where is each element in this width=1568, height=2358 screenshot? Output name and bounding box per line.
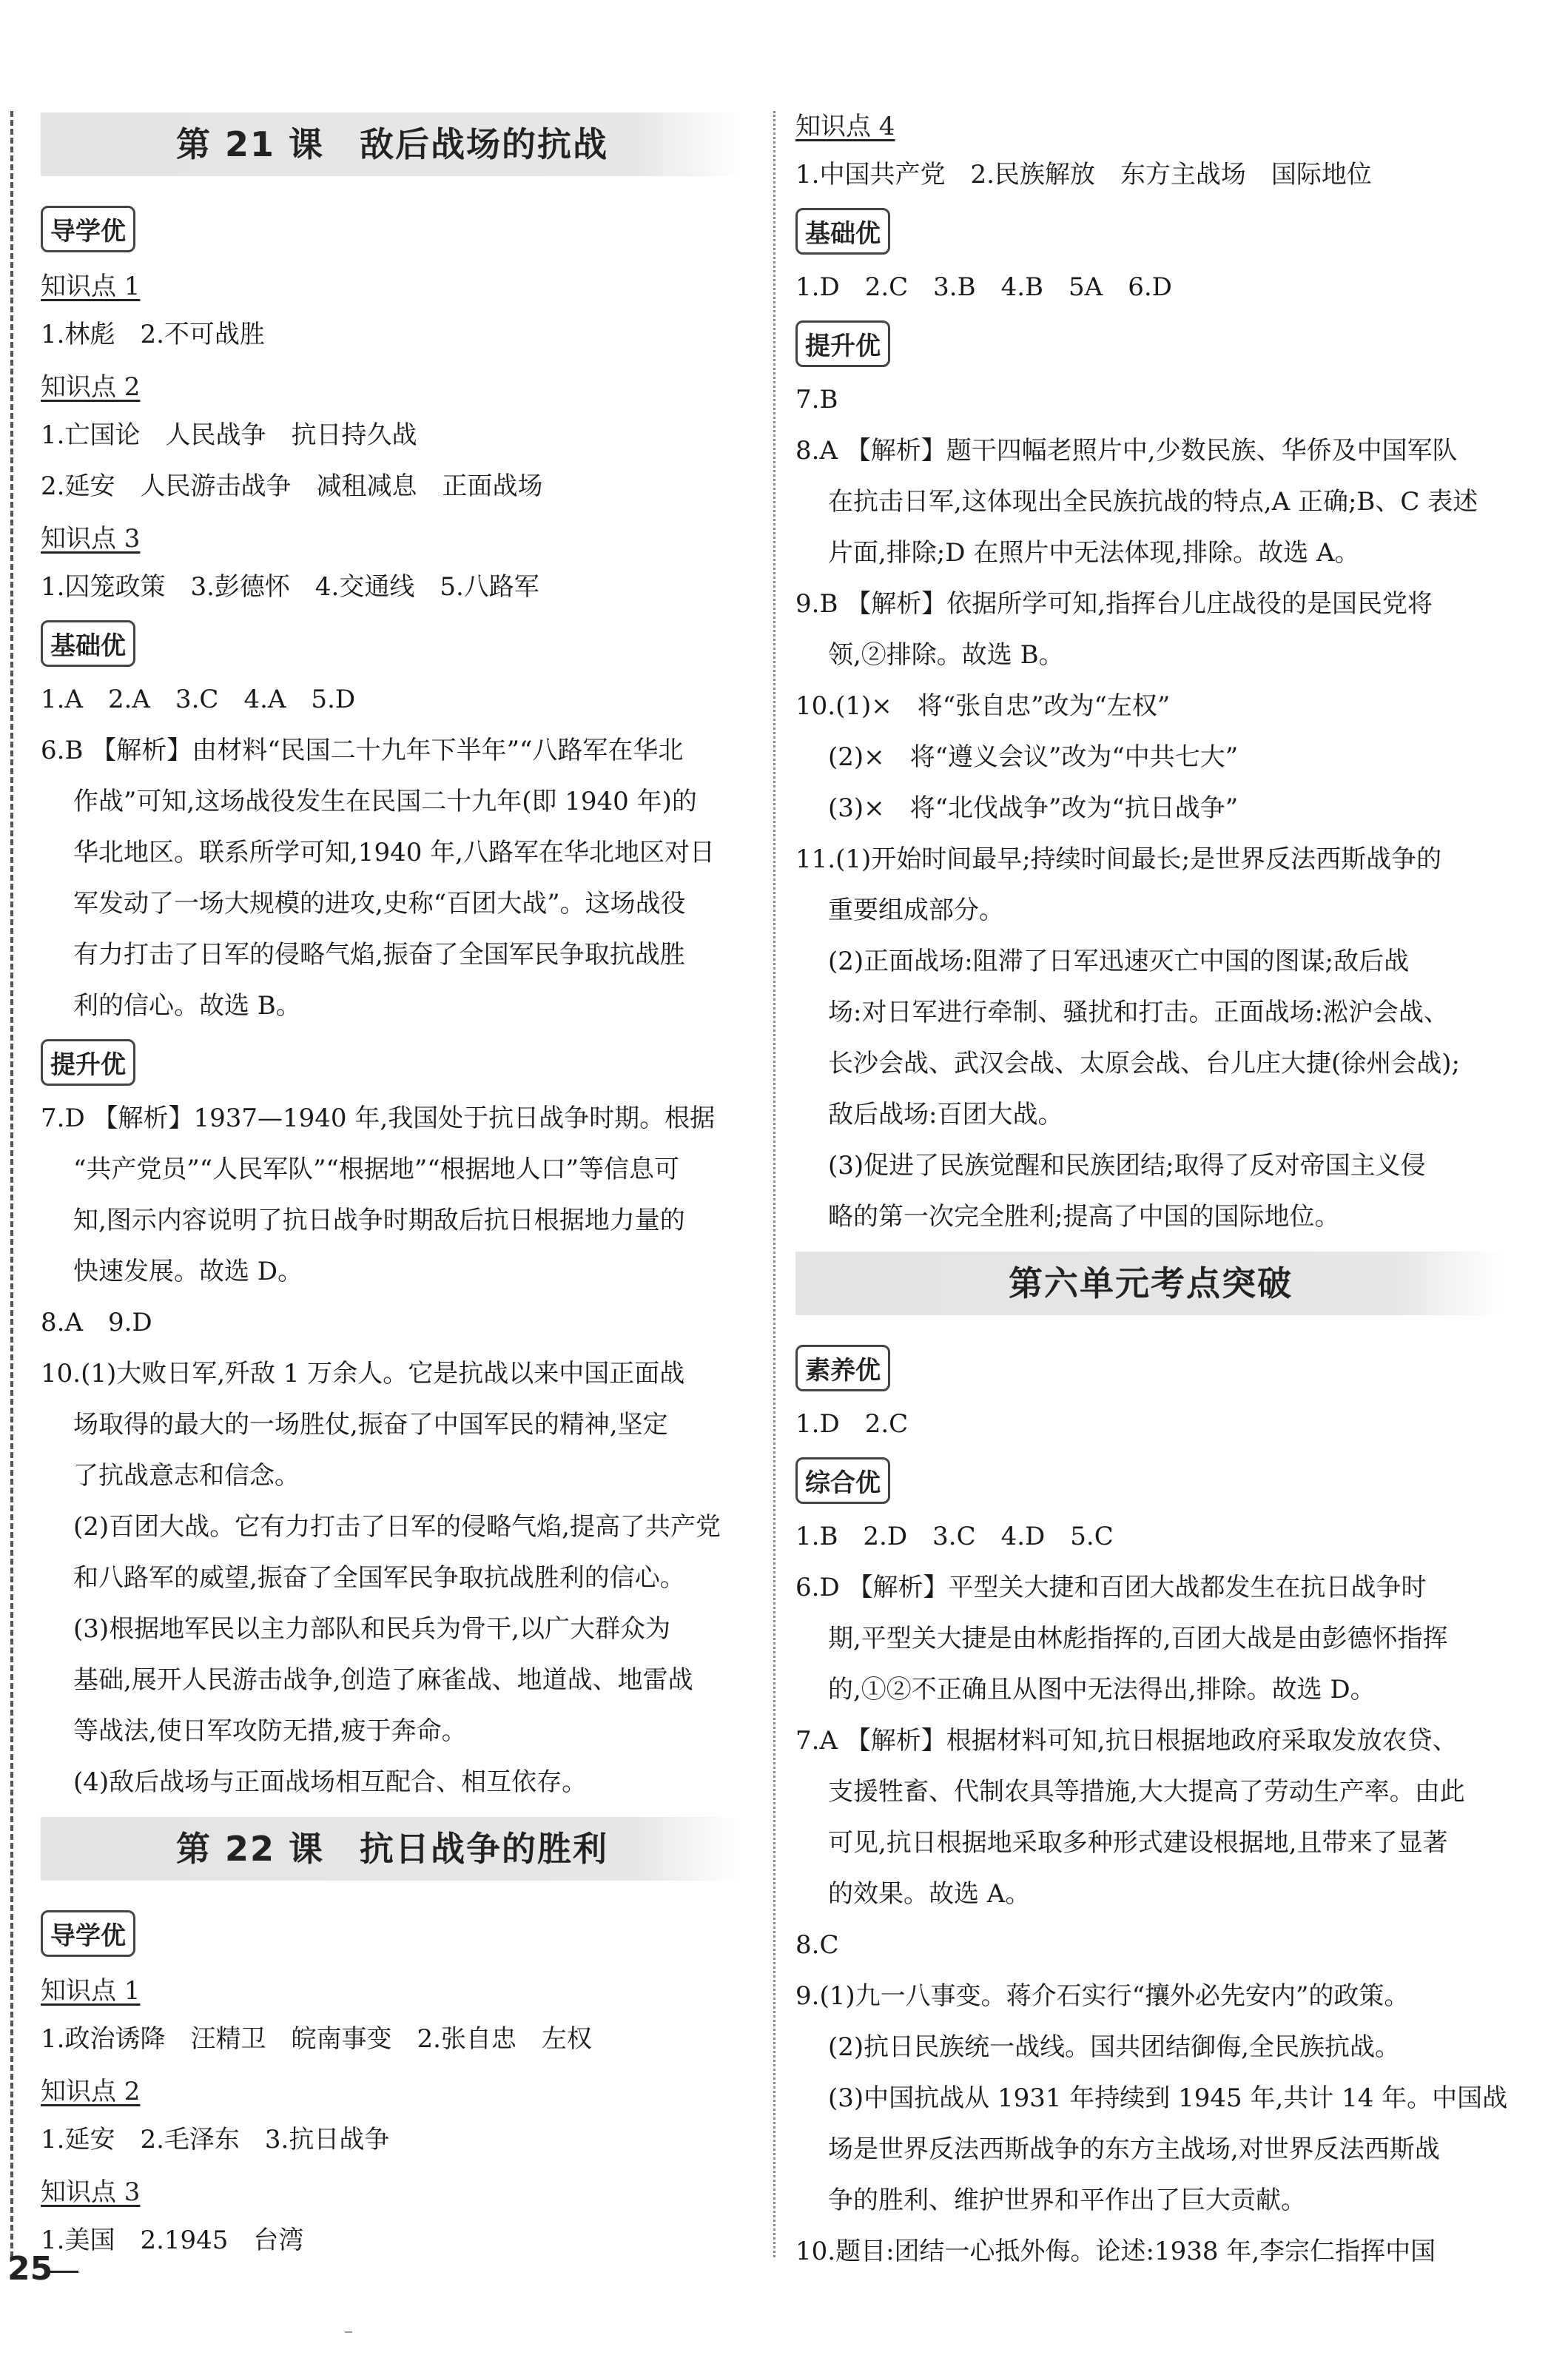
q9-line: 9.B 【解析】依据所学可知,指挥台儿庄战役的是国民党将 [795, 589, 1433, 619]
q9-line: 领,②排除。故选 B。 [828, 640, 1064, 670]
page-number: 25 [7, 2250, 53, 2288]
kp1-answers: 1.政治诱降 汪精卫 皖南事变 2.张自忠 左权 [41, 2024, 592, 2054]
right-column [795, 100, 1506, 2277]
z9-line: (3)中国抗战从 1931 年持续到 1945 年,共计 14 年。中国战 [828, 2083, 1508, 2113]
z9-line: 争的胜利、维护世界和平作出了巨大贡献。 [828, 2186, 1306, 2215]
lesson-21-title: 第 21 课 敌后战场的抗战 [41, 112, 744, 176]
tag-daoxue: 导学优 [41, 1910, 135, 1957]
tag-daoxue: 导学优 [41, 206, 135, 252]
page-number-dash [49, 2271, 78, 2273]
tag-zonghe: 综合优 [795, 1457, 890, 1504]
jichu-answers: 1.D 2.C 3.B 4.B 5A 6.D [795, 272, 1172, 302]
column-divider [773, 111, 775, 2257]
z9-line: 场是世界反法西斯战争的东方主战场,对世界反法西斯战 [828, 2134, 1440, 2164]
q8-line: 8.A 【解析】题干四幅老照片中,少数民族、华侨及中国军队 [795, 436, 1458, 466]
kp3-answers: 1.囚笼政策 3.彭德怀 4.交通线 5.八路军 [41, 572, 539, 602]
z9-line: (2)抗日民族统一战线。国共团结御侮,全民族抗战。 [828, 2032, 1400, 2062]
q7-line: 快速发展。故选 D。 [73, 1257, 303, 1286]
q10-line: 10.(1)大败日军,歼敌 1 万余人。它是抗战以来中国正面战 [41, 1359, 685, 1388]
z6-line: 期,平型关大捷是由林彪指挥的,百团大战是由彭德怀指挥 [828, 1624, 1448, 1653]
knowledge-point-2: 知识点 2 [41, 2077, 141, 2106]
z9-line: 9.(1)九一八事变。蒋介石实行“攘外必先安内”的政策。 [795, 1981, 1410, 2011]
q6-line: 有力打击了日军的侵略气焰,振奋了全国军民争取抗战胜 [73, 940, 685, 970]
kp2-answers: 1.延安 2.毛泽东 3.抗日战争 [41, 2125, 390, 2154]
q8-line: 在抗击日军,这体现出全民族抗战的特点,A 正确;B、C 表述 [828, 487, 1478, 517]
q7-answer: 7.B [795, 385, 838, 414]
kp2-answers-2: 2.延安 人民游击战争 减租减息 正面战场 [41, 471, 543, 501]
z6-line: 6.D 【解析】平型关大捷和百团大战都发生在抗日战争时 [795, 1573, 1427, 1602]
z7-line: 可见,抗日根据地采取多种形式建设根据地,且带来了显著 [828, 1828, 1448, 1858]
z7-line: 的效果。故选 A。 [828, 1879, 1031, 1909]
q8-line: 片面,排除;D 在照片中无法体现,排除。故选 A。 [828, 538, 1360, 568]
q10-line: (3)根据地军民以主力部队和民兵为骨干,以广大群众为 [73, 1614, 670, 1644]
binding-dashed-line [10, 111, 13, 2257]
footer-tick-mark [345, 2331, 352, 2333]
q6-line: 作战”可知,这场战役发生在民国二十九年(即 1940 年)的 [73, 787, 697, 816]
q11-line: 场:对日军进行牵制、骚扰和打击。正面战场:淞沪会战、 [828, 998, 1449, 1027]
q6-line: 6.B 【解析】由材料“民国二十九年下半年”“八路军在华北 [41, 736, 684, 765]
q10-line: (4)敌后战场与正面战场相互配合、相互依存。 [73, 1767, 588, 1797]
z7-line: 7.A 【解析】根据材料可知,抗日根据地政府采取发放农贷、 [795, 1726, 1458, 1756]
zonghe-answers: 1.B 2.D 3.C 4.D 5.C [795, 1522, 1114, 1551]
jichu-answers: 1.A 2.A 3.C 4.A 5.D [41, 685, 356, 714]
z6-line: 的,①②不正确且从图中无法得出,排除。故选 D。 [828, 1675, 1376, 1704]
q10-line: (2)× 将“遵义会议”改为“中共七大” [828, 742, 1239, 772]
kp3-answers: 1.美国 2.1945 台湾 [41, 2226, 304, 2255]
kp1-answers: 1.林彪 2.不可战胜 [41, 320, 265, 349]
q10-line: (2)百团大战。它有力打击了日军的侵略气焰,提高了共产党 [73, 1512, 721, 1542]
q10-line: 10.(1)× 将“张自忠”改为“左权” [795, 691, 1171, 721]
knowledge-point-1: 知识点 1 [41, 1976, 141, 2006]
z7-line: 支援牲畜、代制农具等措施,大大提高了劳动生产率。由此 [828, 1777, 1465, 1807]
z8-answer: 8.C [795, 1930, 839, 1960]
q6-line: 华北地区。联系所学可知,1940 年,八路军在华北地区对日 [73, 838, 715, 867]
q7-line: 7.D 【解析】1937—1940 年,我国处于抗日战争时期。根据 [41, 1104, 716, 1133]
q7-line: “共产党员”“人民军队”“根据地”“根据地人口”等信息可 [73, 1155, 680, 1184]
q6-line: 军发动了一场大规模的进攻,史称“百团大战”。这场战役 [73, 889, 686, 918]
q11-line: 11.(1)开始时间最早;持续时间最长;是世界反法西斯战争的 [795, 844, 1442, 874]
left-column [41, 104, 744, 2266]
knowledge-point-3: 知识点 3 [41, 2177, 141, 2207]
q11-line: 敌后战场:百团大战。 [828, 1100, 1063, 1129]
q8-q9-answers: 8.A 9.D [41, 1308, 152, 1337]
tag-tisheng: 提升优 [795, 320, 890, 367]
q10-line: 等战法,使日军攻防无措,疲于奔命。 [73, 1716, 467, 1746]
knowledge-point-2: 知识点 2 [41, 372, 141, 402]
lesson-22-title: 第 22 课 抗日战争的胜利 [41, 1817, 744, 1881]
q11-line: (3)促进了民族觉醒和民族团结;取得了反对帝国主义侵 [828, 1151, 1426, 1180]
q10-line: 基础,展开人民游击战争,创造了麻雀战、地道战、地雷战 [73, 1665, 693, 1695]
q10-line: 场取得的最大的一场胜仗,振奋了中国军民的精神,坚定 [73, 1410, 668, 1440]
knowledge-point-3: 知识点 3 [41, 524, 141, 554]
z10-line: 10.题目:团结一心抵外侮。论述:1938 年,李宗仁指挥中国 [795, 2237, 1436, 2266]
tag-jichu: 基础优 [795, 208, 890, 255]
knowledge-point-4: 知识点 4 [795, 112, 895, 141]
unit-6-title: 第六单元考点突破 [795, 1252, 1506, 1315]
kp2-answers-1: 1.亡国论 人民战争 抗日持久战 [41, 420, 417, 450]
q11-line: 重要组成部分。 [828, 896, 1004, 925]
tag-suyang: 素养优 [795, 1345, 890, 1391]
q7-line: 知,图示内容说明了抗日战争时期敌后抗日根据地力量的 [73, 1206, 685, 1235]
q10-line: 和八路军的威望,振奋了全国军民争取抗战胜利的信心。 [73, 1563, 685, 1593]
kp4-answers: 1.中国共产党 2.民族解放 东方主战场 国际地位 [795, 160, 1372, 189]
tag-jichu: 基础优 [41, 620, 135, 667]
suyang-answers: 1.D 2.C [795, 1409, 909, 1439]
knowledge-point-1: 知识点 1 [41, 272, 141, 301]
q11-line: 长沙会战、武汉会战、太原会战、台儿庄大捷(徐州会战); [828, 1049, 1460, 1078]
q10-line: (3)× 将“北伐战争”改为“抗日战争” [828, 793, 1239, 823]
q10-line: 了抗战意志和信念。 [73, 1461, 300, 1491]
q11-line: (2)正面战场:阻滞了日军迅速灭亡中国的图谋;敌后战 [828, 947, 1410, 976]
tag-tisheng: 提升优 [41, 1039, 135, 1086]
q11-line: 略的第一次完全胜利;提高了中国的国际地位。 [828, 1202, 1340, 1232]
q6-line: 利的信心。故选 B。 [73, 991, 301, 1021]
